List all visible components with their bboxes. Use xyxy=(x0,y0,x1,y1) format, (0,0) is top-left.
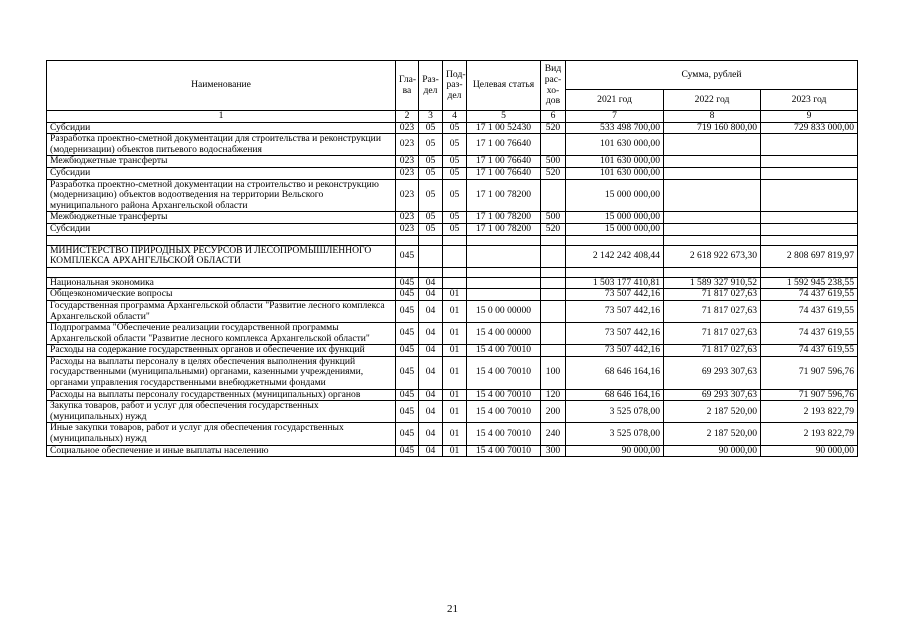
spacer-cell xyxy=(566,267,664,277)
row-vid: 120 xyxy=(541,389,566,401)
row-vid xyxy=(541,300,566,322)
page-number: 21 xyxy=(447,603,458,615)
row-vid: 520 xyxy=(541,223,566,235)
row-podrazdel xyxy=(443,245,467,267)
column-number: 9 xyxy=(761,111,858,123)
spacer-cell xyxy=(419,267,443,277)
row-podrazdel: 01 xyxy=(443,323,467,345)
row-podrazdel: 05 xyxy=(443,122,467,134)
spacer-cell xyxy=(541,267,566,277)
row-sum-2021: 90 000,00 xyxy=(566,445,664,457)
row-sum-2022: 71 817 027,63 xyxy=(664,300,761,322)
row-celevaya: 15 4 00 00000 xyxy=(467,323,541,345)
row-sum-2023: 74 437 619,55 xyxy=(761,289,858,301)
row-celevaya: 17 1 00 76640 xyxy=(467,167,541,179)
row-podrazdel: 05 xyxy=(443,179,467,212)
row-sum-2022: 71 817 027,63 xyxy=(664,323,761,345)
row-razdel: 04 xyxy=(419,445,443,457)
row-celevaya: 17 1 00 76640 xyxy=(467,134,541,156)
row-celevaya: 15 4 00 70010 xyxy=(467,423,541,445)
row-name: Государственная программа Архангельской области "Развитие лесного комплекса Архангельской области" xyxy=(47,300,396,322)
spacer-cell xyxy=(443,235,467,245)
row-vid xyxy=(541,134,566,156)
row-sum-2022 xyxy=(664,212,761,224)
row-podrazdel: 01 xyxy=(443,423,467,445)
row-razdel: 04 xyxy=(419,423,443,445)
spacer-cell xyxy=(761,235,858,245)
row-vid: 240 xyxy=(541,423,566,445)
row-vid xyxy=(541,179,566,212)
row-vid xyxy=(541,323,566,345)
row-name: Закупка товаров, работ и услуг для обеспечения государственных (муниципальных) нужд xyxy=(47,401,396,423)
table-row xyxy=(47,356,858,389)
row-sum-2023: 729 833 000,00 xyxy=(761,122,858,134)
row-sum-2022 xyxy=(664,167,761,179)
row-razdel: 04 xyxy=(419,401,443,423)
table-row xyxy=(47,223,858,235)
row-sum-2023 xyxy=(761,212,858,224)
row-sum-2022 xyxy=(664,134,761,156)
column-number: 7 xyxy=(566,111,664,123)
row-sum-2021: 1 503 177 410,81 xyxy=(566,277,664,289)
row-sum-2022: 71 817 027,63 xyxy=(664,345,761,357)
row-sum-2023 xyxy=(761,167,858,179)
row-sum-2022: 2 618 922 673,30 xyxy=(664,245,761,267)
row-razdel: 04 xyxy=(419,356,443,389)
row-sum-2022: 719 160 800,00 xyxy=(664,122,761,134)
row-glava: 045 xyxy=(396,289,419,301)
row-name: Разработка проектно-сметной документации для строительства и реконструкции (модернизации) объектов питьевого водоснабжения xyxy=(47,134,396,156)
row-podrazdel: 01 xyxy=(443,345,467,357)
row-name: Расходы на выплаты персоналу государственных (муниципальных) органов xyxy=(47,389,396,401)
row-razdel: 04 xyxy=(419,345,443,357)
row-celevaya xyxy=(467,289,541,301)
spacer-row xyxy=(47,235,858,245)
row-razdel: 05 xyxy=(419,179,443,212)
row-sum-2023 xyxy=(761,223,858,235)
row-glava: 045 xyxy=(396,245,419,267)
row-sum-2022: 69 293 307,63 xyxy=(664,356,761,389)
row-name: Иные закупки товаров, работ и услуг для обеспечения государственных (муниципальных) нужд xyxy=(47,423,396,445)
row-sum-2021: 68 646 164,16 xyxy=(566,356,664,389)
row-sum-2021: 101 630 000,00 xyxy=(566,134,664,156)
row-podrazdel: 01 xyxy=(443,445,467,457)
row-glava: 045 xyxy=(396,401,419,423)
row-podrazdel xyxy=(443,277,467,289)
header-podrazdel: Под-раз-дел xyxy=(443,61,467,111)
row-sum-2023: 74 437 619,55 xyxy=(761,345,858,357)
row-name: Межбюджетные трансферты xyxy=(47,156,396,168)
row-sum-2021: 15 000 000,00 xyxy=(566,212,664,224)
row-podrazdel: 05 xyxy=(443,134,467,156)
table-row xyxy=(47,167,858,179)
row-vid: 500 xyxy=(541,212,566,224)
spacer-cell xyxy=(443,267,467,277)
row-name: Субсидии xyxy=(47,122,396,134)
row-vid: 300 xyxy=(541,445,566,457)
row-podrazdel: 01 xyxy=(443,300,467,322)
table-row xyxy=(47,179,858,212)
row-celevaya: 15 4 00 70010 xyxy=(467,356,541,389)
row-podrazdel: 01 xyxy=(443,356,467,389)
row-podrazdel: 05 xyxy=(443,212,467,224)
row-sum-2022: 2 187 520,00 xyxy=(664,423,761,445)
row-razdel: 04 xyxy=(419,389,443,401)
row-vid: 500 xyxy=(541,156,566,168)
row-sum-2023 xyxy=(761,156,858,168)
row-glava: 023 xyxy=(396,179,419,212)
row-vid xyxy=(541,277,566,289)
spacer-cell xyxy=(47,267,396,277)
row-glava: 023 xyxy=(396,223,419,235)
row-sum-2022: 71 817 027,63 xyxy=(664,289,761,301)
row-razdel xyxy=(419,245,443,267)
header-glava: Гла-ва xyxy=(396,61,419,111)
row-glava: 045 xyxy=(396,323,419,345)
row-sum-2022: 1 589 327 910,52 xyxy=(664,277,761,289)
table-row xyxy=(47,345,858,357)
header-celevaya: Целевая статья xyxy=(467,61,541,111)
row-glava: 023 xyxy=(396,212,419,224)
table-row xyxy=(47,289,858,301)
row-podrazdel: 01 xyxy=(443,401,467,423)
row-vid xyxy=(541,245,566,267)
row-celevaya: 15 4 00 70010 xyxy=(467,401,541,423)
row-sum-2021: 73 507 442,16 xyxy=(566,289,664,301)
row-celevaya xyxy=(467,245,541,267)
column-number: 6 xyxy=(541,111,566,123)
row-podrazdel: 05 xyxy=(443,167,467,179)
row-sum-2022 xyxy=(664,156,761,168)
row-razdel: 05 xyxy=(419,122,443,134)
header-year-2022: 2022 год xyxy=(664,90,761,111)
row-razdel: 05 xyxy=(419,134,443,156)
row-sum-2023: 71 907 596,76 xyxy=(761,356,858,389)
table-row xyxy=(47,423,858,445)
row-name: Межбюджетные трансферты xyxy=(47,212,396,224)
spacer-cell xyxy=(467,267,541,277)
row-sum-2021: 3 525 078,00 xyxy=(566,423,664,445)
row-celevaya: 17 1 00 78200 xyxy=(467,179,541,212)
column-number: 1 xyxy=(47,111,396,123)
row-celevaya: 15 4 00 70010 xyxy=(467,389,541,401)
row-sum-2021: 533 498 700,00 xyxy=(566,122,664,134)
row-glava: 023 xyxy=(396,134,419,156)
table-body xyxy=(47,122,858,457)
table-row xyxy=(47,156,858,168)
table-row xyxy=(47,323,858,345)
row-razdel: 04 xyxy=(419,289,443,301)
row-glava: 023 xyxy=(396,167,419,179)
row-celevaya: 17 1 00 78200 xyxy=(467,212,541,224)
row-sum-2022: 90 000,00 xyxy=(664,445,761,457)
table-row xyxy=(47,300,858,322)
row-vid: 100 xyxy=(541,356,566,389)
row-celevaya: 15 4 00 70010 xyxy=(467,445,541,457)
row-sum-2021: 15 000 000,00 xyxy=(566,179,664,212)
spacer-cell xyxy=(664,235,761,245)
row-sum-2023: 1 592 945 238,55 xyxy=(761,277,858,289)
row-sum-2023 xyxy=(761,179,858,212)
row-celevaya: 17 1 00 52430 xyxy=(467,122,541,134)
row-name: МИНИСТЕРСТВО ПРИРОДНЫХ РЕСУРСОВ И ЛЕСОПРОМЫШЛЕННОГО КОМПЛЕКСА АРХАНГЕЛЬСКОЙ ОБЛАСТИ xyxy=(47,245,396,267)
row-podrazdel: 05 xyxy=(443,223,467,235)
row-celevaya: 15 4 00 70010 xyxy=(467,345,541,357)
row-glava: 045 xyxy=(396,356,419,389)
row-sum-2021: 73 507 442,16 xyxy=(566,345,664,357)
spacer-cell xyxy=(47,235,396,245)
row-glava: 045 xyxy=(396,389,419,401)
row-sum-2021: 68 646 164,16 xyxy=(566,389,664,401)
spacer-cell xyxy=(541,235,566,245)
row-name: Расходы на выплаты персоналу в целях обеспечения выполнения функций государственными (муниципальными) органами, казенными учреждениями, органами управления государственными внебюджетными фондами xyxy=(47,356,396,389)
row-sum-2023: 71 907 596,76 xyxy=(761,389,858,401)
table-row xyxy=(47,445,858,457)
row-glava: 045 xyxy=(396,300,419,322)
row-sum-2021: 101 630 000,00 xyxy=(566,167,664,179)
row-sum-2023: 74 437 619,55 xyxy=(761,300,858,322)
row-sum-2022 xyxy=(664,179,761,212)
row-glava: 045 xyxy=(396,423,419,445)
spacer-cell xyxy=(419,235,443,245)
row-podrazdel: 01 xyxy=(443,289,467,301)
row-glava: 045 xyxy=(396,445,419,457)
row-name: Субсидии xyxy=(47,223,396,235)
row-podrazdel: 05 xyxy=(443,156,467,168)
row-sum-2021: 2 142 242 408,44 xyxy=(566,245,664,267)
budget-table xyxy=(46,60,858,457)
row-glava: 023 xyxy=(396,122,419,134)
row-sum-2022: 2 187 520,00 xyxy=(664,401,761,423)
row-name: Субсидии xyxy=(47,167,396,179)
row-sum-2023: 90 000,00 xyxy=(761,445,858,457)
table-row xyxy=(47,277,858,289)
header-year-2021: 2021 год xyxy=(566,90,664,111)
column-number: 3 xyxy=(419,111,443,123)
header-name: Наименование xyxy=(47,61,396,111)
row-razdel: 04 xyxy=(419,300,443,322)
row-vid: 520 xyxy=(541,122,566,134)
column-number: 8 xyxy=(664,111,761,123)
table-row xyxy=(47,122,858,134)
row-vid xyxy=(541,289,566,301)
column-number-row xyxy=(47,111,858,123)
row-glava: 045 xyxy=(396,277,419,289)
row-sum-2021: 15 000 000,00 xyxy=(566,223,664,235)
header-year-2023: 2023 год xyxy=(761,90,858,111)
spacer-cell xyxy=(761,267,858,277)
row-sum-2023: 2 193 822,79 xyxy=(761,401,858,423)
row-razdel: 05 xyxy=(419,223,443,235)
spacer-cell xyxy=(566,235,664,245)
header-vid: Вид рас-хо-дов xyxy=(541,61,566,111)
spacer-cell xyxy=(396,235,419,245)
header-summa: Сумма, рублей xyxy=(566,61,858,90)
row-razdel: 04 xyxy=(419,323,443,345)
row-name: Подпрограмма "Обеспечение реализации государственной программы Архангельской области "Развитие лесного комплекса Архангельской области" xyxy=(47,323,396,345)
spacer-cell xyxy=(396,267,419,277)
row-name: Социальное обеспечение и иные выплаты населению xyxy=(47,445,396,457)
row-glava: 023 xyxy=(396,156,419,168)
header-razdel: Раз-дел xyxy=(419,61,443,111)
table-row xyxy=(47,212,858,224)
table-row xyxy=(47,401,858,423)
row-podrazdel: 01 xyxy=(443,389,467,401)
row-sum-2022 xyxy=(664,223,761,235)
spacer-cell xyxy=(467,235,541,245)
row-name: Разработка проектно-сметной документации на строительство и реконструкцию (модернизацию) объектов водоотведения на территории Вельского муниципального района Архангельской области xyxy=(47,179,396,212)
row-sum-2021: 73 507 442,16 xyxy=(566,323,664,345)
spacer-row xyxy=(47,267,858,277)
column-number: 4 xyxy=(443,111,467,123)
row-sum-2023: 2 808 697 819,97 xyxy=(761,245,858,267)
row-sum-2021: 73 507 442,16 xyxy=(566,300,664,322)
row-name: Общеэкономические вопросы xyxy=(47,289,396,301)
table-row xyxy=(47,134,858,156)
row-glava: 045 xyxy=(396,345,419,357)
row-razdel: 04 xyxy=(419,277,443,289)
row-celevaya: 15 0 00 00000 xyxy=(467,300,541,322)
table-row xyxy=(47,389,858,401)
row-celevaya: 17 1 00 76640 xyxy=(467,156,541,168)
row-name: Расходы на содержание государственных органов и обеспечение их функций xyxy=(47,345,396,357)
row-vid: 200 xyxy=(541,401,566,423)
row-celevaya: 17 1 00 78200 xyxy=(467,223,541,235)
row-sum-2023: 74 437 619,55 xyxy=(761,323,858,345)
row-razdel: 05 xyxy=(419,212,443,224)
row-razdel: 05 xyxy=(419,167,443,179)
row-celevaya xyxy=(467,277,541,289)
row-sum-2022: 69 293 307,63 xyxy=(664,389,761,401)
row-sum-2023 xyxy=(761,134,858,156)
table-row xyxy=(47,245,858,267)
column-number: 5 xyxy=(467,111,541,123)
row-name: Национальная экономика xyxy=(47,277,396,289)
row-vid xyxy=(541,345,566,357)
row-sum-2021: 101 630 000,00 xyxy=(566,156,664,168)
row-sum-2021: 3 525 078,00 xyxy=(566,401,664,423)
row-razdel: 05 xyxy=(419,156,443,168)
spacer-cell xyxy=(664,267,761,277)
row-vid: 520 xyxy=(541,167,566,179)
column-number: 2 xyxy=(396,111,419,123)
row-sum-2023: 2 193 822,79 xyxy=(761,423,858,445)
